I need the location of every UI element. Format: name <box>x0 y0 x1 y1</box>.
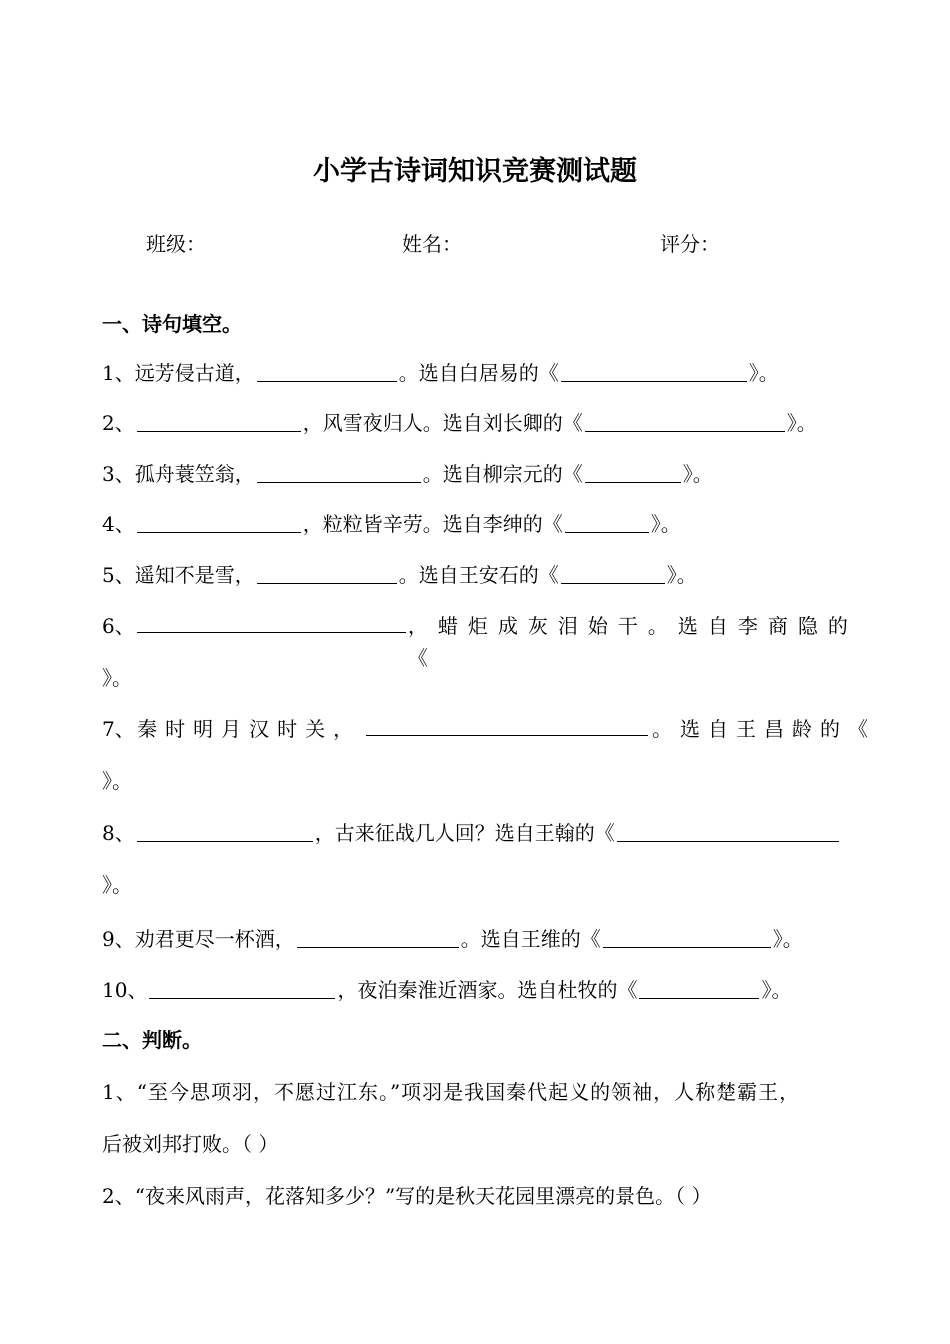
question-9 <box>102 923 803 955</box>
question-number: 7、 <box>102 717 135 741</box>
question-text: 劝君更尽一杯酒， <box>134 927 295 951</box>
question-number: 3、 <box>102 462 135 486</box>
page-title: 小学古诗词知识竞赛测试题 <box>313 156 637 187</box>
answer-blank[interactable] <box>585 411 785 432</box>
question-text: ，蜡炬成灰泪始干。选自李商隐的《 <box>407 614 858 670</box>
name-label: 姓名： <box>402 232 462 256</box>
question-text: 》。 <box>102 666 132 690</box>
question-text: ，风雪夜归人。选自刘长卿的《 <box>302 411 583 435</box>
question-4 <box>102 508 681 540</box>
question-text: 》。 <box>682 462 713 486</box>
question-text: 。选自白居易的《 <box>398 361 559 385</box>
class-label: 班级： <box>146 232 206 256</box>
question-text: ，粒粒皆辛劳。选自李绅的《 <box>302 512 563 536</box>
answer-blank[interactable] <box>137 821 313 842</box>
answer-blank[interactable] <box>257 462 421 483</box>
answer-blank[interactable] <box>585 462 681 483</box>
answer-blank[interactable] <box>297 927 459 948</box>
question-number: 8、 <box>102 821 135 845</box>
question-number: 4、 <box>102 512 135 536</box>
question-6 <box>102 610 876 674</box>
question-text: 。选自王昌龄的《 <box>652 717 876 741</box>
answer-blank[interactable] <box>257 361 397 382</box>
question-text: 》。 <box>102 769 132 793</box>
answer-blank[interactable] <box>603 927 771 948</box>
question-text: 。选自王维的《 <box>460 927 601 951</box>
question-10 <box>102 974 791 1006</box>
question-1 <box>102 357 779 389</box>
question-text: 》。 <box>748 361 779 385</box>
question-number: 6、 <box>102 614 135 638</box>
question-number: 5、 <box>102 563 135 587</box>
question-text: ，夜泊秦淮近酒家。选自杜牧的《 <box>337 978 638 1002</box>
answer-blank[interactable] <box>639 978 759 999</box>
question-text: 。选自柳宗元的《 <box>422 462 583 486</box>
question-number: 1、 <box>102 361 135 385</box>
question-3 <box>102 458 713 490</box>
answer-blank[interactable] <box>137 411 301 432</box>
question-number: 9、 <box>102 927 135 951</box>
question-text: 》。 <box>102 873 132 897</box>
question-text: 孤舟蓑笠翁， <box>134 462 255 486</box>
question-5 <box>102 559 697 591</box>
judge-question-2: 2、“夜来风雨声，花落知多少？”写的是秋天花园里漂亮的景色。（ ） <box>102 1184 712 1208</box>
question-text: 》。 <box>786 411 817 435</box>
question-text: 》。 <box>761 978 792 1002</box>
question-text: 秦时明月汉时关， <box>137 717 362 741</box>
score-label: 评分： <box>660 232 720 256</box>
question-8-continuation <box>102 869 132 901</box>
question-6-continuation <box>102 662 132 694</box>
question-text: 》。 <box>772 927 803 951</box>
judge-question-1-continuation: 后被刘邦打败。（ ） <box>102 1132 279 1156</box>
question-text: 远芳侵古道， <box>134 361 255 385</box>
question-text: 。选自王安石的《 <box>398 563 559 587</box>
question-7 <box>102 713 876 745</box>
answer-blank[interactable] <box>561 361 747 382</box>
question-number: 10、 <box>102 978 148 1002</box>
question-8 <box>102 817 841 849</box>
question-text: ，古来征战几人回？选自王翰的《 <box>314 821 615 845</box>
section-heading-fill-in: 一、诗句填空。 <box>102 312 242 336</box>
question-text: 》。 <box>650 512 681 536</box>
judge-question-1: 1、“至今思项羽，不愿过江东。”项羽是我国秦代起义的领袖，人称楚霸王， <box>102 1080 801 1104</box>
question-text: 》。 <box>666 563 697 587</box>
answer-blank[interactable] <box>617 821 839 842</box>
answer-blank[interactable] <box>561 563 665 584</box>
question-2 <box>102 407 817 439</box>
answer-blank[interactable] <box>366 715 648 736</box>
answer-blank[interactable] <box>565 512 649 533</box>
section-heading-judge: 二、判断。 <box>102 1028 202 1052</box>
question-number: 2、 <box>102 411 135 435</box>
answer-blank[interactable] <box>137 612 406 633</box>
answer-blank[interactable] <box>137 512 301 533</box>
answer-blank[interactable] <box>149 978 335 999</box>
answer-blank[interactable] <box>257 563 397 584</box>
question-7-continuation <box>102 765 132 797</box>
question-text: 遥知不是雪， <box>134 563 255 587</box>
